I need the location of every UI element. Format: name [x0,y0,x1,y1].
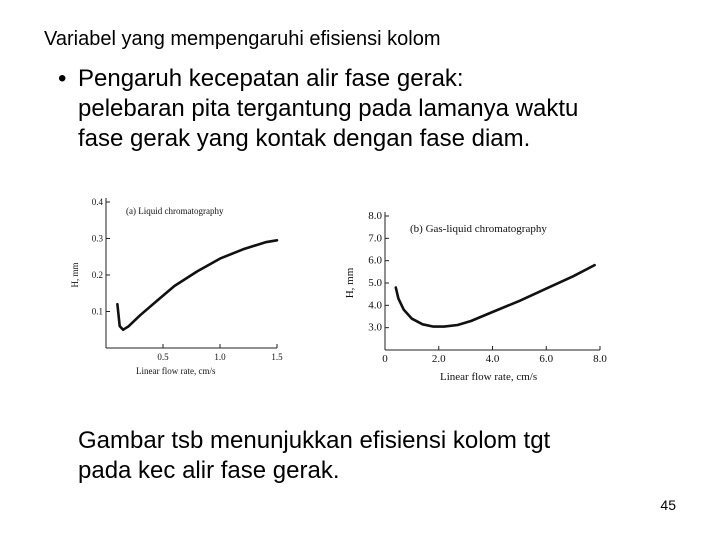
lc-series-line [117,240,277,329]
glc-y-tick-label: 4.0 [368,299,382,312]
bullet-marker: • [58,65,67,92]
glc-x-tick-label: 4.0 [485,353,500,365]
caption-line: Gambar tsb menunjukkan efisiensi kolom tgt [78,427,551,454]
lc-x-axis-label: Linear flow rate, cm/s [136,366,216,376]
lc-y-tick-label: 0.1 [91,306,103,317]
lc-chart-title: (a) Liquid chromatography [126,206,224,216]
lc-y-tick-label: 0.3 [91,233,103,244]
slide-title: Variabel yang mempengaruhi efisiensi kolom [44,28,441,50]
lc-x-tick-label: 1.5 [271,352,283,362]
figure-caption [78,426,698,486]
lc-y-tick-label: 0.4 [91,197,103,207]
bullet-text [78,64,698,154]
glc-x-tick-label: 0 [382,353,388,365]
lc-y-tick-label: 0.2 [91,270,103,280]
bullet-line: fase gerak yang kontak dengan fase diam. [78,125,531,152]
glc-x-tick-label: 6.0 [539,353,554,365]
lc-x-tick-label: 0.5 [157,352,169,362]
lc-y-axis-label: H, mm [70,262,80,288]
glc-chart-title: (b) Gas-liquid chromatography [410,223,547,235]
chromatography-figure [60,180,620,402]
page-number: 45 [660,497,676,513]
glc-y-tick-label: 3.0 [368,321,382,334]
bullet-line: pelebaran pita tergantung pada lamanya waktu [78,95,579,122]
glc-y-tick-label: 6.0 [368,254,382,267]
glc-y-tick-label: 7.0 [368,232,382,245]
lc-x-tick-label: 1.0 [214,352,226,362]
caption-line: pada kec alir fase gerak. [78,457,340,484]
glc-x-axis-label: Linear flow rate, cm/s [440,371,538,383]
glc-y-tick-label: 5.0 [368,277,382,289]
bullet-line: Pengaruh kecepatan alir fase gerak: [78,65,464,92]
glc-x-tick-label: 2.0 [431,353,446,365]
glc-y-axis-label: H, mm [344,267,356,299]
glc-series-line [396,265,595,327]
glc-x-tick-label: 8.0 [593,353,607,365]
glc-y-tick-label: 8.0 [368,210,382,222]
figure-svg [60,180,620,402]
